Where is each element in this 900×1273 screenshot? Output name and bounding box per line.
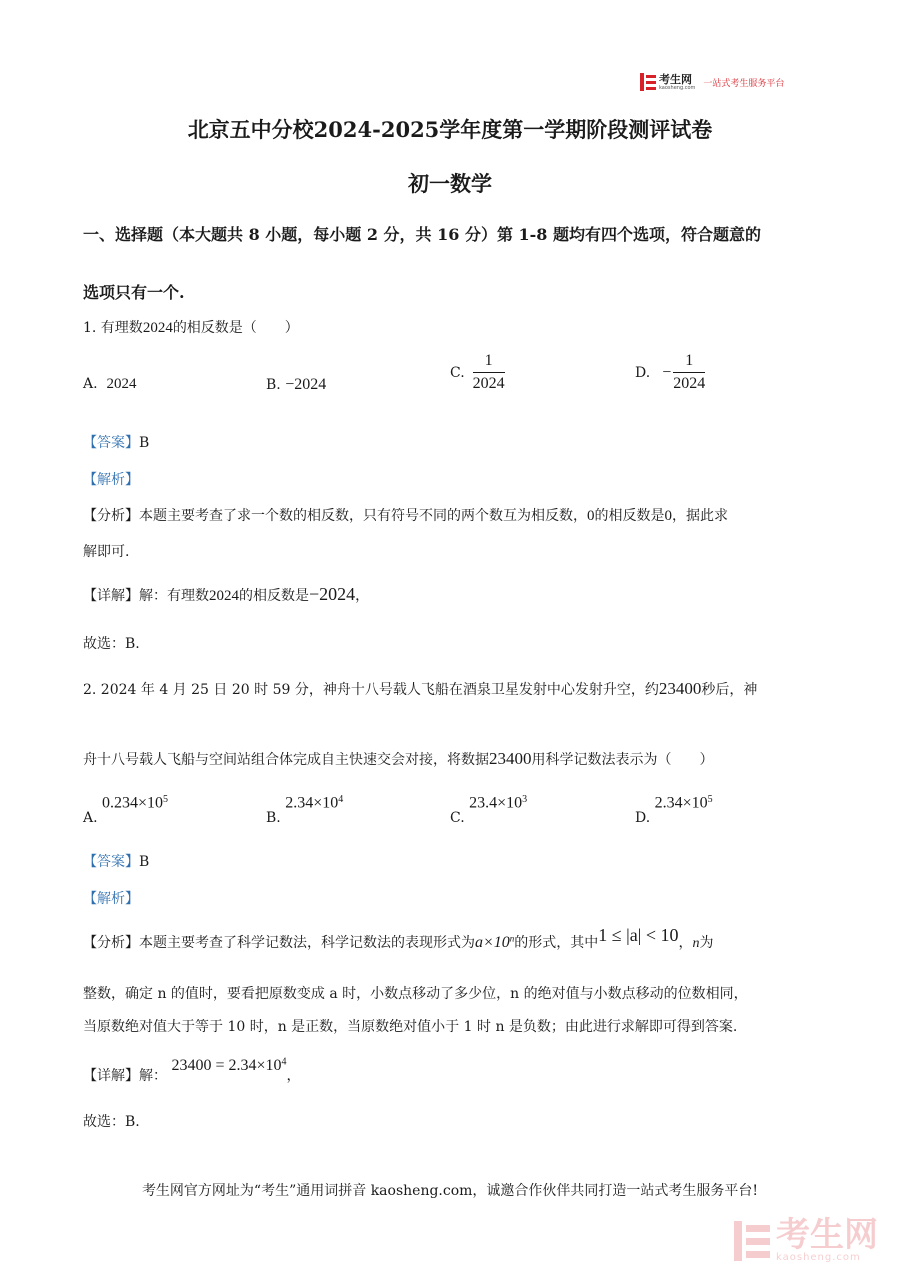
q1-option-a-value: 2024: [106, 376, 137, 392]
q1-analysis-tag: 【解析】: [83, 472, 139, 488]
q2-option-c: [450, 794, 528, 826]
q1-option-a: [83, 376, 136, 393]
q2-option-d-exponent: 5: [707, 794, 713, 805]
q2-xiangjie-text-c: ，: [286, 1068, 301, 1084]
q2-stem-line2-b: 用科学记数法表示为（ ）: [531, 752, 714, 768]
q2-fenxi-text-c: ，: [678, 935, 693, 951]
q2-fenxi-form-exponent: n: [509, 933, 515, 944]
q1-xiangjie: [83, 584, 369, 605]
q2-fenxi-form: a×10: [475, 934, 510, 951]
watermark-url: kaosheng.com: [776, 1252, 861, 1263]
q1-option-b-value: −2024: [285, 376, 327, 393]
q2-option-b: [266, 794, 344, 826]
q1-fenxi-text-b: 的相反数是: [594, 508, 665, 524]
q1-fenxi-text-a: 本题主要考查了求一个数的相反数，只有符号不同的两个数互为相反数，: [139, 508, 587, 524]
q2-option-a-exponent: 5: [163, 794, 169, 805]
q2-fenxi-text-d: 为: [699, 935, 714, 951]
logo-mark-icon: [640, 73, 656, 91]
q1-option-c-fraction: [473, 350, 505, 395]
q2-option-d: [635, 794, 713, 826]
q2-option-b-exponent: 4: [338, 794, 344, 805]
q2-fenxi-line3: 当原数绝对值大于等于 10 时，n 是正数，当原数绝对值小于 1 时 n 是负数；由此进行求解即可得到答案.: [83, 1019, 738, 1035]
q1-option-d-label: D.: [635, 364, 651, 381]
watermark: [734, 1215, 878, 1263]
q2-stem-line1: [83, 679, 757, 699]
q2-xiangjie: [83, 1055, 301, 1084]
q1-option-d-fraction: [673, 350, 705, 395]
q2-choice: 故选：B.: [83, 1114, 140, 1130]
q2-stem-line1-a: 2. 2024 年 4 月 25 日 20 时 59 分，神舟十八号载人飞船在酒泉卫星发射中心发射升空，约: [83, 682, 659, 698]
q2-xiangjie-equation: 23400 = 2.34×10: [171, 1057, 282, 1074]
q1-option-c-label: C.: [450, 364, 465, 381]
q2-stem-line1-number: 23400: [658, 679, 702, 698]
q2-fenxi-text-a: 本题主要考查了科学记数法，科学记数法的表现形式为: [139, 935, 475, 951]
section-header-line2: 选项只有一个.: [83, 283, 185, 302]
section-header-line1: 一、选择题（本大题共 8 小题，每小题 2 分，共 16 分）第 1-8 题均有四个选项，符合题意的: [83, 225, 762, 244]
q1-answer: [83, 432, 149, 452]
logo-name: 考生网: [659, 72, 692, 86]
q1-option-b-label: B.: [266, 377, 281, 393]
q2-option-b-label: B.: [266, 809, 281, 826]
q2-answer-tag: 【答案】: [83, 854, 139, 870]
q1-option-d-numerator: 1: [673, 350, 705, 373]
logo-url: kaosheng.com: [659, 84, 696, 91]
q1-fenxi-zero-2: 0: [664, 508, 672, 524]
q2-fenxi-inequality: 1 ≤ |a| < 10: [598, 925, 679, 945]
q2-option-c-base: 23.4×10: [469, 794, 523, 812]
q2-answer-value: B: [139, 854, 150, 870]
q2-stem-line2: [83, 749, 714, 769]
q1-option-d-denominator: 2024: [673, 375, 706, 392]
q2-fenxi-text-b: 的形式，其中: [514, 935, 599, 951]
q1-stem-prefix: 1. 有理数: [83, 320, 143, 336]
q2-xiangjie-tag: 【详解】: [83, 1068, 139, 1084]
q1-stem-number: 2024: [142, 320, 173, 336]
q2-option-d-label: D.: [635, 809, 651, 826]
q2-fenxi-n: n: [692, 936, 700, 951]
q2-xiangjie-text-a: 解：: [139, 1068, 167, 1084]
q1-xiangjie-number: 2024: [209, 588, 239, 604]
q1-option-d-sign: −: [662, 363, 672, 381]
watermark-name: 考生网: [776, 1215, 878, 1255]
watermark-logo-icon: [734, 1221, 770, 1261]
q1-answer-value: B: [139, 435, 150, 451]
brand-logo: [640, 72, 784, 92]
q1-fenxi-text-c: ，据此求: [672, 508, 728, 524]
q2-fenxi-line2: 整数，确定 n 的值时，要看把原数变成 a 时，小数点移动了多少位，n 的绝对值与小数点移动的位数相同，: [83, 986, 748, 1002]
q1-fenxi: [83, 505, 728, 525]
q2-option-a-label: A.: [83, 809, 98, 826]
page-title: 北京五中分校2024-2025学年度第一学期阶段测评试卷: [187, 117, 713, 142]
page-subtitle: 初一数学: [408, 171, 492, 196]
q1-option-d: [635, 350, 705, 395]
q1-xiangjie-text-b: 的相反数是: [239, 588, 309, 604]
page-footer: 考生网官方网址为“考生”通用词拼音 kaosheng.com，诚邀合作伙伴共同打造一站式考生服务平台!: [141, 1183, 759, 1199]
q2-analysis-tag: 【解析】: [83, 891, 139, 907]
q2-stem-line2-a: 舟十八号载人飞船与空间站组合体完成自主快速交会对接，将数据: [83, 752, 489, 768]
q1-stem-suffix: 的相反数是（ ）: [172, 320, 299, 336]
q2-option-b-base: 2.34×10: [285, 794, 339, 812]
q1-stem: [83, 317, 299, 337]
q1-xiangjie-text-a: 解：有理数: [139, 588, 209, 604]
logo-slogan: 一站式考生服务平台: [703, 78, 785, 89]
q2-stem-line1-b: 秒后，神: [701, 682, 758, 698]
q2-fenxi-tag: 【分析】: [83, 935, 139, 951]
q1-xiangjie-tag: 【详解】: [83, 588, 139, 604]
q1-xiangjie-text-c: ，: [355, 588, 370, 604]
q1-option-c-numerator: 1: [473, 350, 505, 373]
q1-fenxi-tag: 【分析】: [83, 508, 139, 524]
q1-option-c-denominator: 2024: [472, 375, 505, 392]
q1-answer-tag: 【答案】: [83, 435, 139, 451]
q2-answer: [83, 851, 149, 871]
q2-xiangjie-exponent: 4: [281, 1056, 287, 1068]
q2-option-d-base: 2.34×10: [654, 794, 708, 812]
q1-option-a-label: A.: [83, 376, 98, 392]
q2-option-a: [83, 794, 169, 826]
q1-option-c: [450, 350, 505, 395]
q2-option-a-base: 0.234×10: [102, 794, 164, 812]
q2-option-c-label: C.: [450, 809, 465, 826]
q1-xiangjie-result: −2024: [309, 584, 356, 604]
q1-fenxi-zero-1: 0: [587, 508, 595, 524]
q2-stem-line2-number: 23400: [489, 749, 532, 768]
q1-fenxi-line2: 解即可.: [83, 544, 130, 560]
q2-fenxi: [83, 925, 714, 952]
q1-option-b: [266, 376, 326, 394]
q2-option-c-exponent: 3: [522, 794, 528, 805]
q1-choice: 故选：B.: [83, 636, 140, 652]
